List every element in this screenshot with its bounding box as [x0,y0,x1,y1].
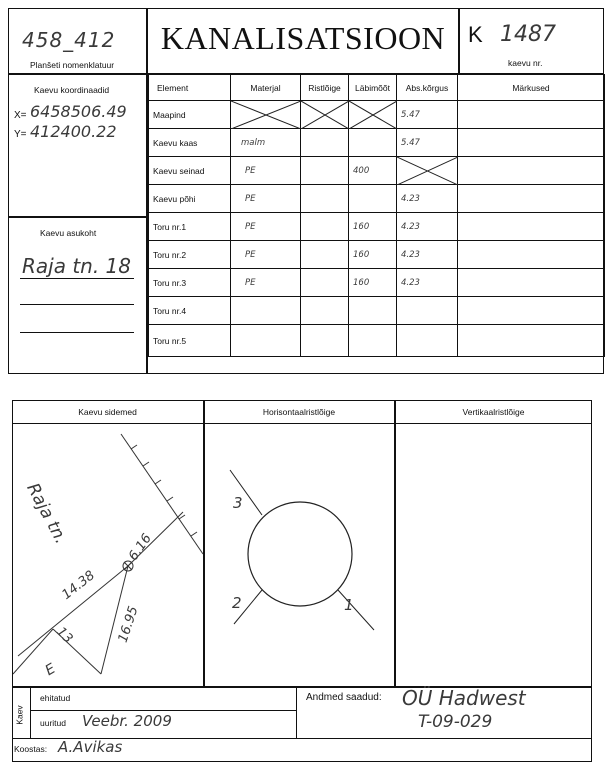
row-element: Kaevu põhi [149,185,231,213]
row-material: PE [231,241,301,269]
table-row [149,297,605,325]
well-data-table [148,74,605,357]
row-material: PE [231,157,301,185]
col-header-element: Element [149,75,231,101]
sheet-number: 458_412 [22,28,116,52]
row-height: 4.23 [397,213,458,241]
horizontal-section-sketch [204,424,394,686]
sketch-divider-2 [394,400,396,686]
row-notes [458,325,605,357]
distance-d: 13 [53,624,76,647]
source-company: OÜ Hadwest [402,686,526,710]
row-height: 5.47 [397,101,458,129]
crossed-cell [349,101,397,129]
row-cross [301,185,349,213]
panel-title-connections: Kaevu sidemed [78,407,137,417]
measured-label: uuritud [40,718,66,728]
well-label: kaevu nr. [508,58,543,68]
coordinates-label: Kaevu koordinaadid [34,85,110,95]
table-row [149,185,605,213]
row-notes [458,129,605,157]
table-row [149,157,605,185]
crossed-cell [301,101,349,129]
footer-side-label: Kaev [14,705,25,725]
footer-side-divider [30,686,31,738]
sheet-label: Planšeti nomenklatuur [30,60,115,70]
cross-mark-icon [301,101,349,129]
table-row [149,241,605,269]
col-header-notes: Märkused [458,75,605,101]
location-label: Kaevu asukoht [40,228,97,238]
location-line-3 [20,332,134,333]
col-header-material: Materjal [231,75,301,101]
row-element: Kaevu seinad [149,157,231,185]
row-material [231,297,301,325]
distance-c: 16.95 [115,604,142,645]
row-diameter: 160 [349,213,397,241]
well-number: 1487 [500,22,556,47]
row-cross [301,325,349,357]
row-material [231,325,301,357]
row-material: PE [231,213,301,241]
row-notes [458,213,605,241]
row-diameter: 400 [349,157,397,185]
table-header-row [149,75,605,101]
row-element: Toru nr.3 [149,269,231,297]
row-height: 4.23 [397,269,458,297]
location-line-2 [20,304,134,305]
row-height: 4.23 [397,185,458,213]
row-cross [301,297,349,325]
row-diameter [349,297,397,325]
row-diameter [349,129,397,157]
row-notes [458,185,605,213]
row-cross [301,213,349,241]
distance-b: 14.38 [59,568,98,603]
row-notes [458,297,605,325]
row-diameter [349,185,397,213]
row-element: Toru nr.4 [149,297,231,325]
row-cross [301,157,349,185]
row-material: PE [231,185,301,213]
built-label: ehitatud [40,693,71,703]
row-diameter: 160 [349,269,397,297]
pipe-label-3: 3 [233,494,243,512]
distance-a: 6.16 [126,531,155,564]
y-coordinate: 412400.22 [30,122,117,141]
source-label: Andmed saadud: [306,692,382,703]
panel-title-horizontal: Horisontaalristlõige [262,407,336,417]
row-element: Toru nr.5 [149,325,231,357]
col-header-cross: Ristlõige [301,75,349,101]
col-header-diameter: Läbimõõt [349,75,397,101]
location-value: Raja tn. 18 [22,254,132,278]
row-material: PE [231,269,301,297]
measured-value: Veebr. 2009 [82,712,172,730]
row-diameter [349,325,397,357]
row-element: Toru nr.1 [149,213,231,241]
row-notes [458,101,605,129]
row-notes [458,269,605,297]
row-height [397,297,458,325]
y-prefix: Y= [14,129,27,140]
row-notes [458,241,605,269]
row-height: 5.47 [397,129,458,157]
col-header-height: Abs.kõrgus [397,75,458,101]
row-cross [301,129,349,157]
page-title: KANALISATSIOON [160,20,446,56]
row-element: Kaevu kaas [149,129,231,157]
row-cross [301,241,349,269]
row-element: Toru nr.2 [149,241,231,269]
well-prefix: K [468,22,483,47]
cross-mark-icon [349,101,397,129]
table-row [149,213,605,241]
x-prefix: X= [14,110,27,121]
table-row [149,101,605,129]
crossed-cell [397,157,458,185]
row-height [397,325,458,357]
row-notes [458,157,605,185]
table-row [149,129,605,157]
location-line-1 [20,278,134,279]
row-diameter: 160 [349,241,397,269]
crossed-cell [231,101,301,129]
table-row [149,325,605,357]
letter-e: E [42,660,59,680]
footer-col-divider [296,686,297,738]
location-divider [8,216,147,218]
cross-mark-icon [397,157,458,185]
x-coordinate: 6458506.49 [30,102,127,121]
pipe-label-2: 2 [232,594,242,612]
row-cross [301,269,349,297]
street-label: Raja tn. [22,480,71,548]
title-divider [458,8,460,74]
footer-mid-line [30,710,296,711]
row-height: 4.23 [397,241,458,269]
author-label: Koostas: [14,744,48,754]
panel-title-vertical: Vertikaalristlõige [462,407,525,417]
row-material: malm [231,129,301,157]
author-value: A.Avikas [58,738,123,756]
row-element: Maapind [149,101,231,129]
cross-mark-icon [231,101,301,129]
pipe-label-1: 1 [344,596,354,614]
connection-sketch [13,424,203,686]
table-row [149,269,605,297]
source-code: T-09-029 [418,712,493,732]
